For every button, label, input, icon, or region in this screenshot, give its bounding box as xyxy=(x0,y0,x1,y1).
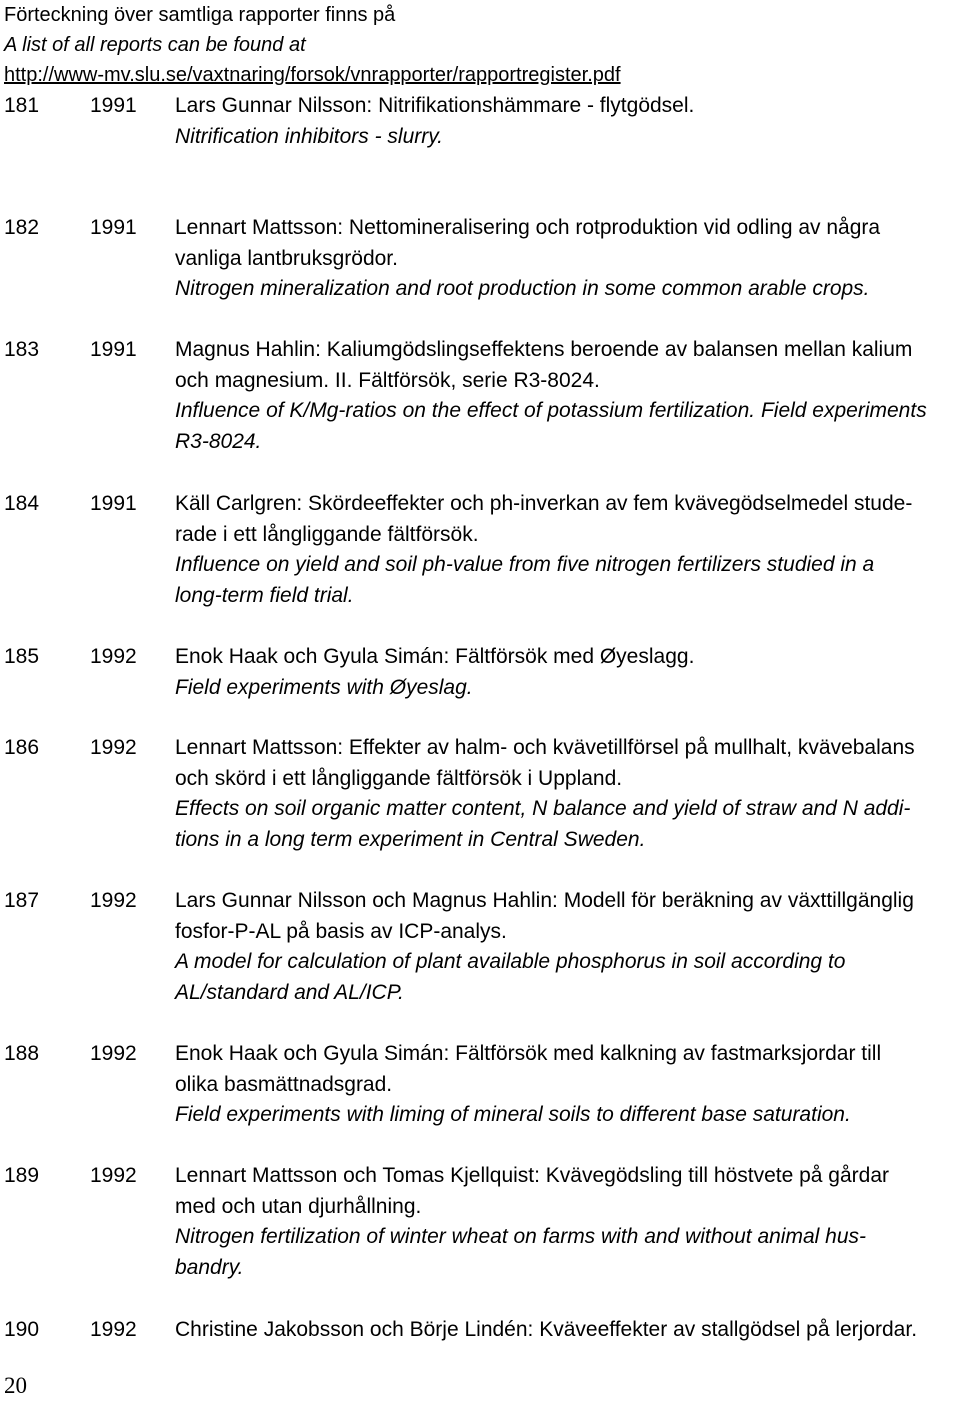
swedish-title-line: rade i ett långliggande fältförsök. xyxy=(175,522,479,546)
swedish-title-line: Enok Haak och Gyula Simán: Fältförsök med Øyeslagg. xyxy=(175,645,695,668)
report-description xyxy=(175,335,960,457)
report-description xyxy=(175,1039,960,1131)
report-number: 183 xyxy=(4,338,40,361)
report-register-link[interactable]: http://www-mv.slu.se/vaxtnaring/forsok/vnrapporter/rapportregister.pdf xyxy=(4,64,621,86)
report-description xyxy=(175,1161,960,1283)
report-year: 1991 xyxy=(90,338,137,361)
report-description xyxy=(175,91,960,152)
swedish-title-line: med och utan djurhållning. xyxy=(175,1194,422,1218)
swedish-title-line: Enok Haak och Gyula Simán: Fältförsök med kalkning av fastmarksjordar till xyxy=(175,1042,882,1065)
report-year: 1991 xyxy=(90,216,137,239)
report-description xyxy=(175,733,960,855)
swedish-title-line: Lennart Mattsson och Tomas Kjellquist: Kvävegödsling till höstvete på gårdar xyxy=(175,1164,890,1187)
swedish-title-line: och magnesium. II. Fältförsök, serie R3-8024. xyxy=(175,368,600,392)
english-title-line: Nitrogen mineralization and root production in some common arable crops. xyxy=(175,277,870,300)
swedish-title-line: och skörd i ett långliggande fältförsök i Uppland. xyxy=(175,766,623,790)
report-number: 184 xyxy=(4,492,40,515)
report-number: 190 xyxy=(4,1318,40,1341)
english-title-line: AL/standard and AL/ICP. xyxy=(175,980,404,1004)
header-swedish-line: Förteckning över samtliga rapporter finns på xyxy=(4,4,396,26)
report-list-header xyxy=(4,0,621,90)
swedish-title-line: Lars Gunnar Nilsson: Nitrifikationshämmare - flytgödsel. xyxy=(175,94,695,117)
report-description xyxy=(175,1315,960,1346)
report-number: 185 xyxy=(4,645,40,668)
english-title-line: Field experiments with liming of mineral soils to different base saturation. xyxy=(175,1103,851,1126)
swedish-title-line: Lars Gunnar Nilsson och Magnus Hahlin: Modell för beräkning av växttillgänglig xyxy=(175,889,914,912)
english-title-line: R3-8024. xyxy=(175,429,262,453)
swedish-title-line: Christine Jakobsson och Börje Lindén: Kväveeffekter av stallgödsel på lerjordar. xyxy=(175,1318,918,1341)
report-year: 1992 xyxy=(90,645,137,668)
report-number: 187 xyxy=(4,889,40,912)
english-title-line: Influence of K/Mg-ratios on the effect of potassium fertilization. Field experiments xyxy=(175,399,927,422)
swedish-title-line: Lennart Mattsson: Effekter av halm- och kvävetillförsel på mullhalt, kvävebalans xyxy=(175,736,915,759)
report-year: 1992 xyxy=(90,1318,137,1341)
english-title-line: Field experiments with Øyeslag. xyxy=(175,675,473,699)
swedish-title-line: Käll Carlgren: Skördeeffekter och ph-inverkan av fem kvävegödselmedel stude- xyxy=(175,492,913,515)
english-title-line: bandry. xyxy=(175,1255,244,1279)
english-title-line: Nitrogen fertilization of winter wheat on farms with and without animal hus- xyxy=(175,1225,866,1248)
report-description xyxy=(175,642,960,703)
report-number: 182 xyxy=(4,216,40,239)
report-year: 1991 xyxy=(90,94,137,117)
swedish-title-line: Lennart Mattsson: Nettomineralisering och rotproduktion vid odling av några xyxy=(175,216,881,239)
english-title-line: A model for calculation of plant available phosphorus in soil according to xyxy=(175,950,846,973)
report-year: 1992 xyxy=(90,889,137,912)
swedish-title-line: Magnus Hahlin: Kaliumgödslingseffektens beroende av balansen mellan kalium xyxy=(175,338,913,361)
report-number: 186 xyxy=(4,736,40,759)
english-title-line: long-term field trial. xyxy=(175,583,354,607)
english-title-line: Effects on soil organic matter content, N balance and yield of straw and N addi- xyxy=(175,797,911,820)
report-description xyxy=(175,886,960,1008)
report-year: 1991 xyxy=(90,492,137,515)
english-title-line: Influence on yield and soil ph-value from five nitrogen fertilizers studied in a xyxy=(175,553,875,576)
report-description xyxy=(175,213,960,305)
swedish-title-line: olika basmättnadsgrad. xyxy=(175,1072,393,1096)
swedish-title-line: fosfor-P-AL på basis av ICP-analys. xyxy=(175,919,507,943)
swedish-title-line: vanliga lantbruksgrödor. xyxy=(175,246,398,270)
report-year: 1992 xyxy=(90,1042,137,1065)
report-number: 188 xyxy=(4,1042,40,1065)
english-title-line: tions in a long term experiment in Central Sweden. xyxy=(175,827,646,851)
page-number: 20 xyxy=(4,1373,27,1398)
english-title-line: Nitrification inhibitors - slurry. xyxy=(175,124,444,148)
report-number: 189 xyxy=(4,1164,40,1187)
report-year: 1992 xyxy=(90,1164,137,1187)
header-english-line: A list of all reports can be found at xyxy=(4,34,306,56)
report-description xyxy=(175,489,960,611)
report-number: 181 xyxy=(4,94,40,117)
report-year: 1992 xyxy=(90,736,137,759)
